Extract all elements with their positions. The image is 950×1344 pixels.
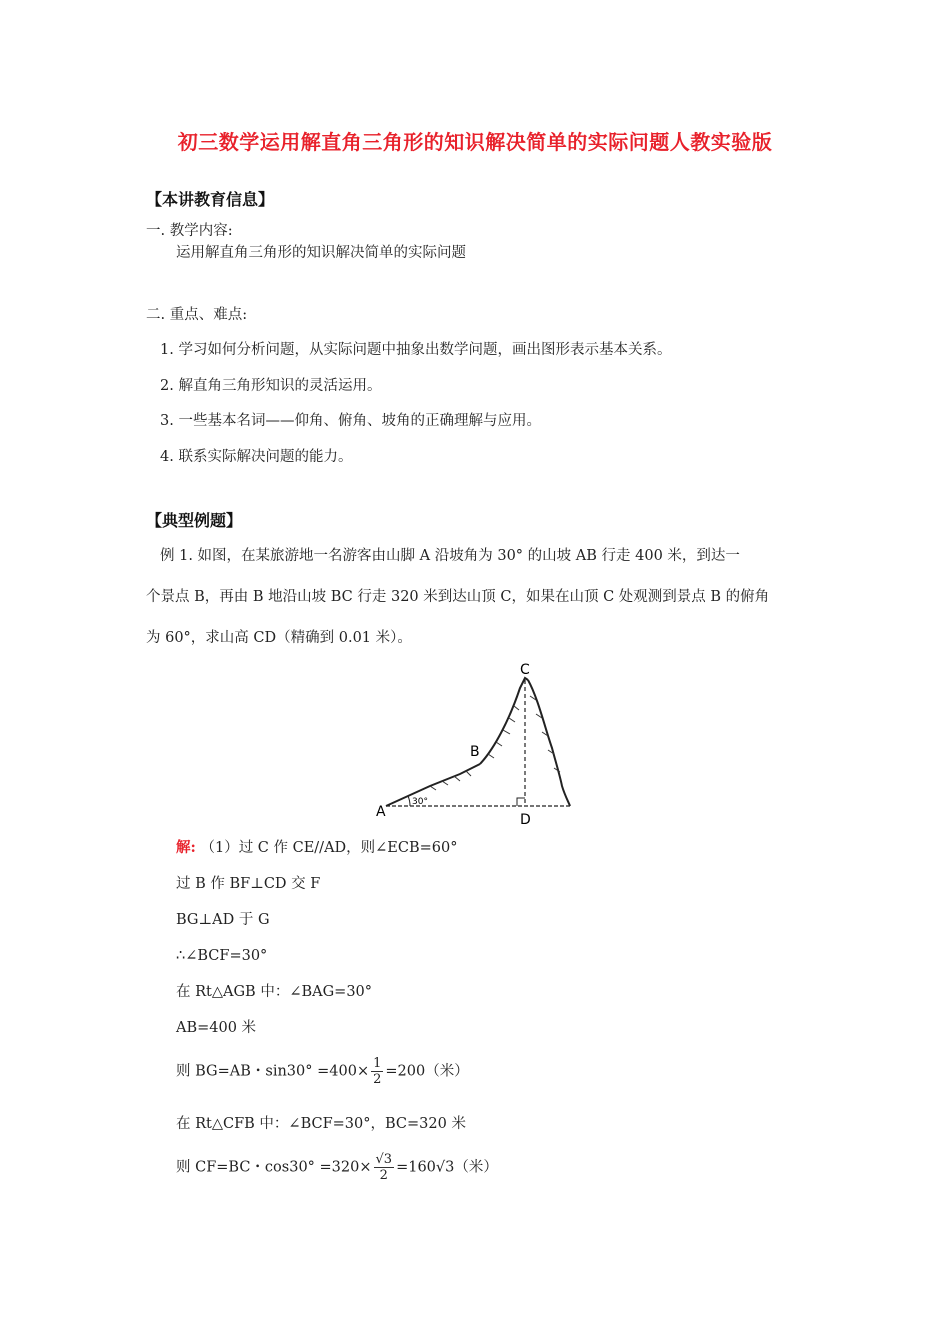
right-angle-marker: [517, 798, 525, 806]
key-point-3: 3. 一些基本名词——仰角、俯角、坡角的正确理解与应用。: [160, 413, 541, 429]
solution-line-7-post: =200（米）: [385, 1063, 469, 1080]
solution-line-1-text: （1）过 C 作 CE//AD，则∠ECB=60°: [200, 840, 458, 856]
angle-arc-a: [408, 796, 410, 806]
point-label-d: D: [520, 812, 531, 828]
point-label-a: A: [376, 804, 386, 820]
slope-bc: [480, 678, 528, 764]
fraction-denominator: 2: [373, 1072, 382, 1087]
document-title: 初三数学运用解直角三角形的知识解决简单的实际问题人教实验版: [177, 130, 773, 154]
fraction-numerator: 1: [373, 1056, 382, 1071]
fraction-denominator: 2: [379, 1168, 388, 1183]
teaching-content-text: 运用解直角三角形的知识解决简单的实际问题: [176, 245, 466, 261]
solution-line-9-post: =160√3（米）: [396, 1159, 498, 1176]
solution-line-7-pre: 则 BG=AB・sin30° =400×: [176, 1063, 370, 1080]
solution-line-2: 过 B 作 BF⊥CD 交 F: [176, 876, 321, 892]
key-point-2: 2. 解直角三角形知识的灵活运用。: [160, 378, 382, 394]
key-point-1: 1. 学习如何分析问题，从实际问题中抽象出数学问题，画出图形表示基本关系。: [160, 342, 672, 358]
fraction-numerator: √3: [375, 1152, 393, 1167]
slope-ab: [386, 764, 480, 806]
example-line-3: 为 60°，求山高 CD（精确到 0.01 米）。: [146, 630, 412, 646]
solution-line-1: [176, 838, 458, 858]
solution-line-9: [176, 1152, 498, 1183]
solution-line-6: AB=400 米: [176, 1020, 257, 1036]
fraction-one-half: [371, 1056, 383, 1087]
solution-label: 解:: [176, 839, 196, 856]
key-points-label: 二. 重点、难点:: [146, 307, 248, 323]
solution-line-4: ∴∠BCF=30°: [176, 948, 268, 964]
solution-line-7: [176, 1056, 469, 1087]
solution-line-9-pre: 则 CF=BC・cos30° =320×: [176, 1159, 372, 1176]
point-label-b: B: [470, 744, 480, 760]
example-line-2: 个景点 B，再由 B 地沿山坡 BC 行走 320 米到达山顶 C，如果在山顶 C 处观测到景点 B 的俯角: [146, 589, 770, 605]
section-heading-examples: 【典型例题】: [146, 511, 243, 530]
section-heading-info: 【本讲教育信息】: [146, 190, 275, 209]
key-point-4: 4. 联系实际解决问题的能力。: [160, 449, 353, 465]
solution-line-8: 在 Rt△CFB 中：∠BCF=30°，BC=320 米: [176, 1116, 466, 1132]
teaching-content-label: 一. 教学内容:: [146, 223, 233, 239]
mountain-figure: [370, 658, 585, 830]
angle-label-30: 30°: [412, 797, 428, 807]
solution-line-3: BG⊥AD 于 G: [176, 912, 270, 928]
fraction-root3-half: [374, 1152, 395, 1183]
point-label-c: C: [520, 662, 530, 678]
solution-line-5: 在 Rt△AGB 中：∠BAG=30°: [176, 984, 373, 1000]
example-line-1: 例 1. 如图，在某旅游地一名游客由山脚 A 沿坡角为 30° 的山坡 AB 行走 400 米，到达一: [160, 548, 740, 564]
